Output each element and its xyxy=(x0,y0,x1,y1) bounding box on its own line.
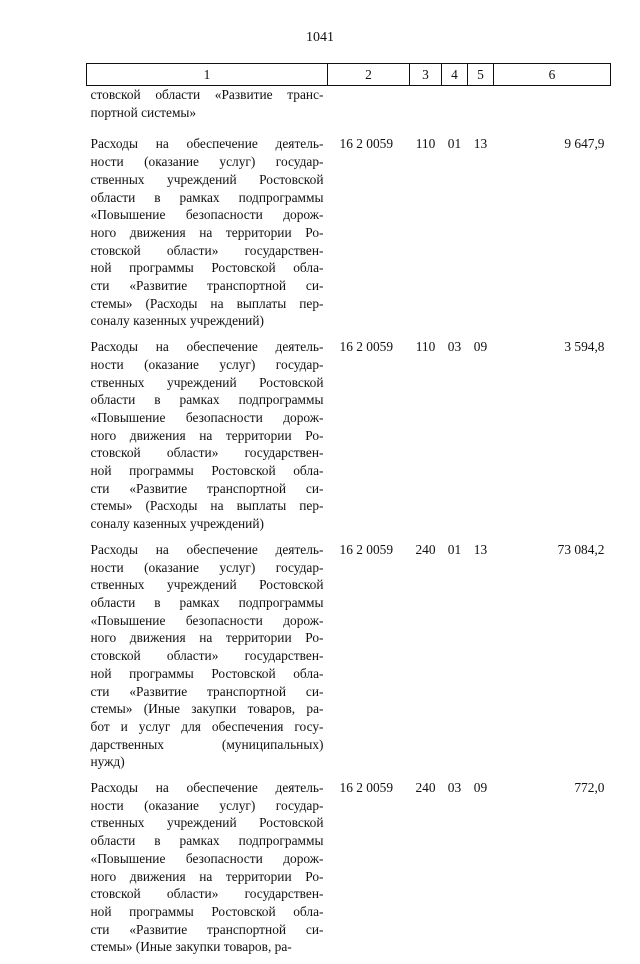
column-header-4: 4 xyxy=(442,64,468,86)
description-line: Расходы на обеспечение деятель- xyxy=(90,541,324,557)
description-line: ственных учреждений Ростовской xyxy=(90,815,324,831)
description-line: нужд) xyxy=(90,754,125,770)
budget-table xyxy=(86,63,611,964)
page-number: 1041 xyxy=(306,30,334,45)
expense-description xyxy=(87,541,328,779)
description-line: стемы» (Иные закупки товаров, ра- xyxy=(90,939,292,955)
continuation-row xyxy=(87,86,611,136)
section-code: 03 xyxy=(447,339,462,355)
description-line: стовской области» государствен- xyxy=(90,242,324,258)
target-code: 16 2 0059 xyxy=(339,541,394,557)
column-header-6: 6 xyxy=(494,64,611,86)
description-line: Расходы на обеспечение деятель- xyxy=(90,136,324,152)
description-line: Расходы на обеспечение деятель- xyxy=(90,780,324,796)
description-line: ной программы Ростовской обла- xyxy=(90,260,324,276)
description-line: области в рамках подпрограммы xyxy=(90,594,324,610)
description-line: ственных учреждений Ростовской xyxy=(90,577,324,593)
description-line: соналу казенных учреждений) xyxy=(90,516,264,532)
target-code: 16 2 0059 xyxy=(339,780,394,796)
description-line: «Повышение безопасности дорож- xyxy=(90,409,324,425)
description-line: ной программы Ростовской обла- xyxy=(90,463,324,479)
expense-type: 110 xyxy=(415,339,436,355)
column-header-2: 2 xyxy=(328,64,410,86)
description-line: стовской области» государствен- xyxy=(90,445,324,461)
amount: 3 594,8 xyxy=(564,339,605,355)
continuation-line: портной системы» xyxy=(90,104,197,120)
description-line: области в рамках подпрограммы xyxy=(90,189,324,205)
column-header-3: 3 xyxy=(410,64,442,86)
description-line: «Повышение безопасности дорож- xyxy=(90,612,324,628)
section-code: 01 xyxy=(447,136,462,152)
description-line: ности (оказание услуг) государ- xyxy=(90,154,324,170)
subsection-code: 13 xyxy=(473,136,488,152)
expense-description xyxy=(87,338,328,541)
target-code: 16 2 0059 xyxy=(339,136,394,152)
description-line: ности (оказание услуг) государ- xyxy=(90,559,324,575)
amount: 9 647,9 xyxy=(564,136,605,152)
description-line: ной программы Ростовской обла- xyxy=(90,665,324,681)
table-row xyxy=(87,541,611,779)
description-line: соналу казенных учреждений) xyxy=(90,313,264,329)
subsection-code: 09 xyxy=(473,339,488,355)
subsection-code: 09 xyxy=(473,780,488,796)
description-line: ного движения на территории Ро- xyxy=(90,224,324,240)
table-row xyxy=(87,135,611,338)
expense-type: 110 xyxy=(415,136,436,152)
description-line: ственных учреждений Ростовской xyxy=(90,171,324,187)
expense-type: 240 xyxy=(415,541,436,557)
expense-type: 240 xyxy=(415,780,436,796)
amount: 772,0 xyxy=(574,780,605,796)
column-header-1: 1 xyxy=(87,64,328,86)
continuation-line: стовской области «Развитие транс- xyxy=(90,87,324,102)
expense-description xyxy=(87,779,328,964)
description-line: «Повышение безопасности дорож- xyxy=(90,207,324,223)
description-line: ственных учреждений Ростовской xyxy=(90,374,324,390)
description-line: стовской области» государствен- xyxy=(90,648,324,664)
section-code: 01 xyxy=(447,541,462,557)
description-line: ного движения на территории Ро- xyxy=(90,630,324,646)
description-line: ности (оказание услуг) государ- xyxy=(90,797,324,813)
continuation-text xyxy=(87,86,328,136)
header-row xyxy=(87,64,611,86)
description-line: дарственных (муниципальных) xyxy=(90,736,324,752)
amount: 73 084,2 xyxy=(557,541,605,557)
description-line: стовской области» государствен- xyxy=(90,886,324,902)
table-row xyxy=(87,338,611,541)
target-code: 16 2 0059 xyxy=(339,339,394,355)
description-line: сти «Развитие транспортной си- xyxy=(90,683,324,699)
description-line: Расходы на обеспечение деятель- xyxy=(90,339,324,355)
description-line: ной программы Ростовской обла- xyxy=(90,903,324,919)
description-line: сти «Развитие транспортной си- xyxy=(90,921,324,937)
description-line: стемы» (Иные закупки товаров, ра- xyxy=(90,701,324,717)
column-header-5: 5 xyxy=(468,64,494,86)
description-line: ного движения на территории Ро- xyxy=(90,868,324,884)
description-line: стемы» (Расходы на выплаты пер- xyxy=(90,498,324,514)
description-line: бот и услуг для обеспечения госу- xyxy=(90,718,324,734)
table-row xyxy=(87,779,611,964)
description-line: сти «Развитие транспортной си- xyxy=(90,480,324,496)
description-line: стемы» (Расходы на выплаты пер- xyxy=(90,295,324,311)
description-line: области в рамках подпрограммы xyxy=(90,392,324,408)
section-code: 03 xyxy=(447,780,462,796)
description-line: «Повышение безопасности дорож- xyxy=(90,850,324,866)
description-line: ности (оказание услуг) государ- xyxy=(90,356,324,372)
description-line: ного движения на территории Ро- xyxy=(90,427,324,443)
description-line: сти «Развитие транспортной си- xyxy=(90,278,324,294)
description-line: области в рамках подпрограммы xyxy=(90,833,324,849)
expense-description xyxy=(87,135,328,338)
subsection-code: 13 xyxy=(473,541,488,557)
